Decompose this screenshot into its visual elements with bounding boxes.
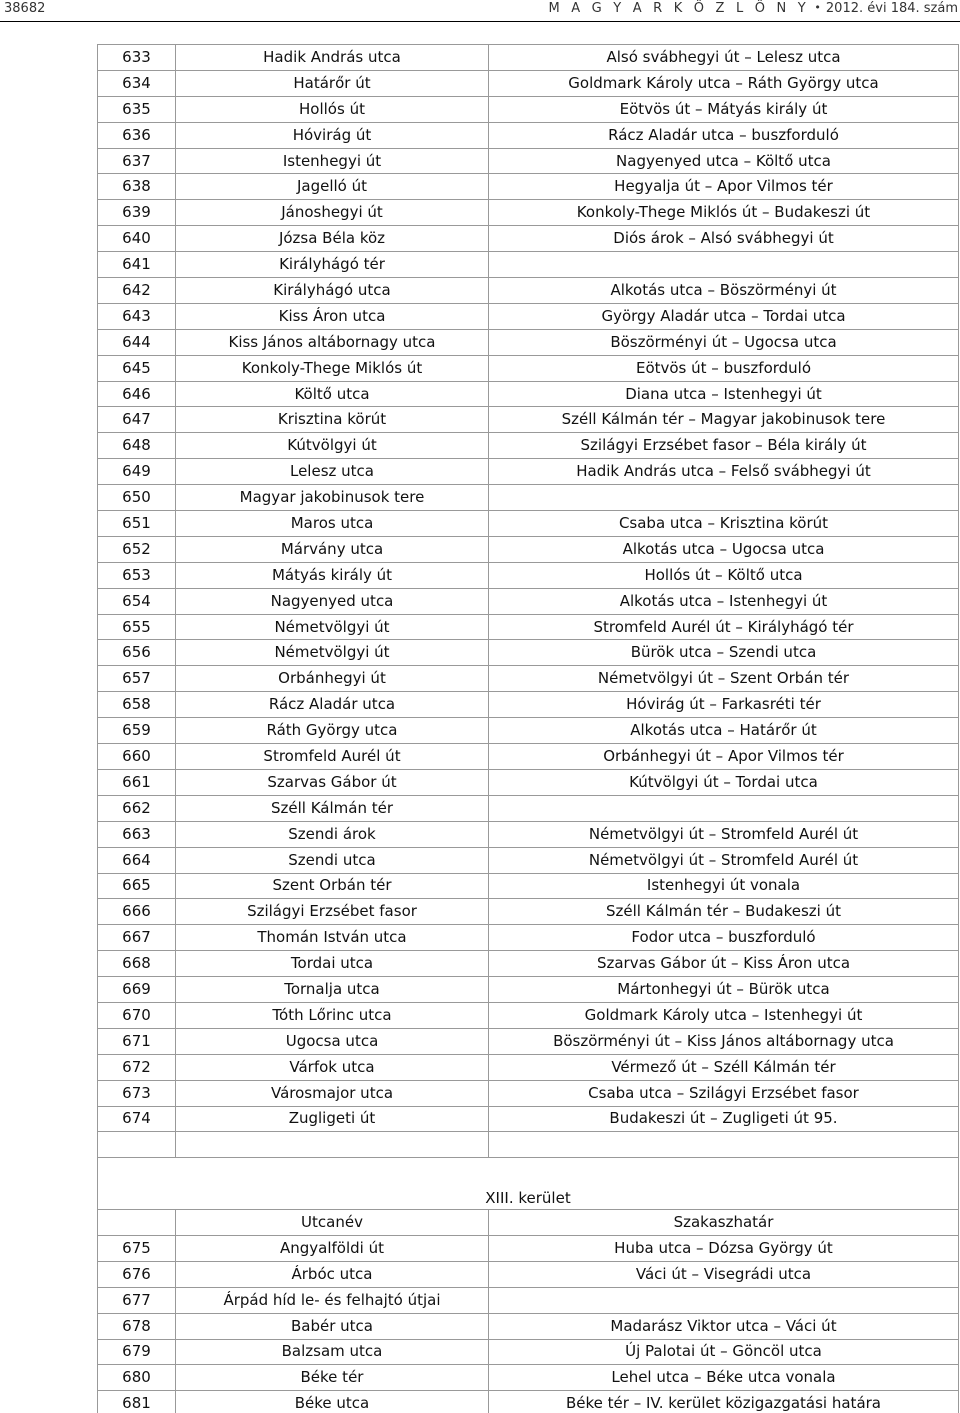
table-row (98, 45, 959, 71)
row-number: 676 (98, 1261, 176, 1287)
section-limits: Szarvas Gábor út – Kiss Áron utca (489, 951, 959, 977)
district-section-row (98, 1158, 959, 1210)
street-name: Konkoly-Thege Miklós út (176, 355, 489, 381)
row-number: 643 (98, 303, 176, 329)
row-number: 674 (98, 1106, 176, 1132)
section-limits: Alkotás utca – Ugocsa utca (489, 536, 959, 562)
street-name: Határőr út (176, 70, 489, 96)
table-row (98, 381, 959, 407)
table-row (98, 226, 959, 252)
section-limits: Huba utca – Dózsa György út (489, 1235, 959, 1261)
table-row (98, 407, 959, 433)
row-number: 633 (98, 45, 176, 71)
street-name: Béke utca (176, 1391, 489, 1413)
section-limits: Lehel utca – Béke utca vonala (489, 1365, 959, 1391)
table-row (98, 122, 959, 148)
section-limits: Szilágyi Erzsébet fasor – Béla király út (489, 433, 959, 459)
section-limits: György Aladár utca – Tordai utca (489, 303, 959, 329)
table-row (98, 511, 959, 537)
street-name: Stromfeld Aurél út (176, 744, 489, 770)
section-limits: Eötvös út – Mátyás király út (489, 96, 959, 122)
table-row (98, 1391, 959, 1413)
street-name: Angyalföldi út (176, 1235, 489, 1261)
row-number: 654 (98, 588, 176, 614)
row-number: 659 (98, 718, 176, 744)
street-name: Kiss Áron utca (176, 303, 489, 329)
section-limits: Mártonhegyi út – Bürök utca (489, 977, 959, 1003)
row-number: 641 (98, 252, 176, 278)
section-limits: Fodor utca – buszforduló (489, 925, 959, 951)
table-row (98, 485, 959, 511)
table-row (98, 769, 959, 795)
table-row (98, 1054, 959, 1080)
street-table (97, 44, 959, 1413)
street-name: Józsa Béla köz (176, 226, 489, 252)
row-number: 655 (98, 614, 176, 640)
street-name: Hadik András utca (176, 45, 489, 71)
section-limits: Németvölgyi út – Stromfeld Aurél út (489, 821, 959, 847)
row-number: 673 (98, 1080, 176, 1106)
street-name: Magyar jakobinusok tere (176, 485, 489, 511)
issue-label: 2012. évi 184. szám (825, 1, 958, 16)
section-limits: Széll Kálmán tér – Budakeszi út (489, 899, 959, 925)
street-name: Költő utca (176, 381, 489, 407)
section-limits: Alsó svábhegyi út – Lelesz utca (489, 45, 959, 71)
table-row (98, 200, 959, 226)
section-limits: Új Palotai út – Göncöl utca (489, 1339, 959, 1365)
row-number: 642 (98, 278, 176, 304)
section-limits: Istenhegyi út vonala (489, 873, 959, 899)
street-name: Árpád híd le- és felhajtó útjai (176, 1287, 489, 1313)
section-limits: Béke tér – IV. kerület közigazgatási határa (489, 1391, 959, 1413)
street-name: Jagelló út (176, 174, 489, 200)
street-name: Krisztina körút (176, 407, 489, 433)
table-row (98, 1287, 959, 1313)
table-row (98, 692, 959, 718)
table-row (98, 1365, 959, 1391)
table-row (98, 459, 959, 485)
row-number: 665 (98, 873, 176, 899)
header-number (98, 1210, 176, 1236)
row-number: 648 (98, 433, 176, 459)
section-limits: Alkotás utca – Határőr út (489, 718, 959, 744)
row-number: 635 (98, 96, 176, 122)
street-name: Lelesz utca (176, 459, 489, 485)
section-limits: Vérmező út – Széll Kálmán tér (489, 1054, 959, 1080)
street-name: Maros utca (176, 511, 489, 537)
table-row (98, 1028, 959, 1054)
street-name: Várfok utca (176, 1054, 489, 1080)
section-limits: Orbánhegyi út – Apor Vilmos tér (489, 744, 959, 770)
row-number: 680 (98, 1365, 176, 1391)
section-limits: Diana utca – Istenhegyi út (489, 381, 959, 407)
street-name: Szent Orbán tér (176, 873, 489, 899)
table-row (98, 1235, 959, 1261)
table-row (98, 1080, 959, 1106)
section-limits: Nagyenyed utca – Költő utca (489, 148, 959, 174)
street-name: Királyhágó tér (176, 252, 489, 278)
section-limits: Böszörményi út – Kiss János altábornagy utca (489, 1028, 959, 1054)
street-name: Zugligeti út (176, 1106, 489, 1132)
row-number: 666 (98, 899, 176, 925)
street-name: Szilágyi Erzsébet fasor (176, 899, 489, 925)
page-number: 38682 (4, 1, 46, 16)
row-number: 657 (98, 666, 176, 692)
street-name: Béke tér (176, 1365, 489, 1391)
section-limits: Eötvös út – buszforduló (489, 355, 959, 381)
table-row (98, 303, 959, 329)
table-row (98, 614, 959, 640)
section-limits: Konkoly-Thege Miklós út – Budakeszi út (489, 200, 959, 226)
row-number: 644 (98, 329, 176, 355)
table-row (98, 252, 959, 278)
street-table-body (98, 45, 959, 1413)
street-name: Ráth György utca (176, 718, 489, 744)
row-number: 649 (98, 459, 176, 485)
row-number: 670 (98, 1002, 176, 1028)
journal-title (548, 1, 958, 16)
section-limits (489, 795, 959, 821)
row-number: 638 (98, 174, 176, 200)
row-number: 647 (98, 407, 176, 433)
section-limits: Hegyalja út – Apor Vilmos tér (489, 174, 959, 200)
header-separator: • (814, 1, 821, 14)
section-limits: Alkotás utca – Istenhegyi út (489, 588, 959, 614)
street-name: Szarvas Gábor út (176, 769, 489, 795)
section-limits: Bürök utca – Szendi utca (489, 640, 959, 666)
table-row (98, 977, 959, 1003)
section-limits: Németvölgyi út – Szent Orbán tér (489, 666, 959, 692)
street-name: Kiss János altábornagy utca (176, 329, 489, 355)
section-limits: Csaba utca – Szilágyi Erzsébet fasor (489, 1080, 959, 1106)
street-name: Árbóc utca (176, 1261, 489, 1287)
table-row (98, 795, 959, 821)
table-row (98, 1002, 959, 1028)
street-name: Mátyás király út (176, 562, 489, 588)
section-limits: Csaba utca – Krisztina körút (489, 511, 959, 537)
row-number: 650 (98, 485, 176, 511)
table-row (98, 821, 959, 847)
row-number: 646 (98, 381, 176, 407)
row-number: 656 (98, 640, 176, 666)
street-name: Thomán István utca (176, 925, 489, 951)
section-limits: Németvölgyi út – Stromfeld Aurél út (489, 847, 959, 873)
section-limits: Madarász Viktor utca – Váci út (489, 1313, 959, 1339)
row-number: 636 (98, 122, 176, 148)
empty-cell (98, 1132, 176, 1158)
header-street-name: Utcanév (176, 1210, 489, 1236)
table-row (98, 278, 959, 304)
table-row (98, 873, 959, 899)
row-number: 681 (98, 1391, 176, 1413)
street-name: Márvány utca (176, 536, 489, 562)
row-number: 663 (98, 821, 176, 847)
row-number: 679 (98, 1339, 176, 1365)
table-row (98, 1261, 959, 1287)
street-name: Hollós út (176, 96, 489, 122)
street-name: Orbánhegyi út (176, 666, 489, 692)
section-limits (489, 1287, 959, 1313)
table-row (98, 536, 959, 562)
street-name: Városmajor utca (176, 1080, 489, 1106)
empty-cell (176, 1132, 489, 1158)
table-row (98, 666, 959, 692)
row-number: 662 (98, 795, 176, 821)
section-limits (489, 252, 959, 278)
street-name: Ugocsa utca (176, 1028, 489, 1054)
row-number: 645 (98, 355, 176, 381)
row-number: 661 (98, 769, 176, 795)
table-row (98, 899, 959, 925)
row-number: 664 (98, 847, 176, 873)
row-number: 640 (98, 226, 176, 252)
row-number: 672 (98, 1054, 176, 1080)
section-limits: Budakeszi út – Zugligeti út 95. (489, 1106, 959, 1132)
row-number: 668 (98, 951, 176, 977)
row-number: 669 (98, 977, 176, 1003)
street-name: Széll Kálmán tér (176, 795, 489, 821)
table-row (98, 433, 959, 459)
table-row (98, 355, 959, 381)
street-name: Németvölgyi út (176, 640, 489, 666)
street-name: Szendi utca (176, 847, 489, 873)
table-row (98, 329, 959, 355)
section-limits: Rácz Aladár utca – buszforduló (489, 122, 959, 148)
section-limits: Széll Kálmán tér – Magyar jakobinusok tere (489, 407, 959, 433)
row-number: 677 (98, 1287, 176, 1313)
table-row (98, 148, 959, 174)
row-number: 667 (98, 925, 176, 951)
table-row (98, 1313, 959, 1339)
section-limits: Goldmark Károly utca – Ráth György utca (489, 70, 959, 96)
table-row (98, 847, 959, 873)
row-number: 637 (98, 148, 176, 174)
section-limits (489, 485, 959, 511)
section-limits: Diós árok – Alsó svábhegyi út (489, 226, 959, 252)
street-name: Tóth Lőrinc utca (176, 1002, 489, 1028)
street-name: Balzsam utca (176, 1339, 489, 1365)
journal-name: M A G Y A R K Ö Z L Ö N Y (548, 1, 810, 16)
table-row (98, 640, 959, 666)
page-header (0, 0, 960, 22)
table-row (98, 96, 959, 122)
table-row (98, 1106, 959, 1132)
table-row (98, 1339, 959, 1365)
street-name: Jánoshegyi út (176, 200, 489, 226)
column-header-row (98, 1210, 959, 1236)
section-limits: Hollós út – Költő utca (489, 562, 959, 588)
table-row (98, 588, 959, 614)
row-number: 671 (98, 1028, 176, 1054)
table-row (98, 744, 959, 770)
table-row (98, 718, 959, 744)
section-limits: Hóvirág út – Farkasréti tér (489, 692, 959, 718)
street-name: Hóvirág út (176, 122, 489, 148)
row-number: 653 (98, 562, 176, 588)
street-name: Németvölgyi út (176, 614, 489, 640)
street-name: Babér utca (176, 1313, 489, 1339)
row-number: 651 (98, 511, 176, 537)
table-row (98, 174, 959, 200)
empty-row (98, 1132, 959, 1158)
row-number: 675 (98, 1235, 176, 1261)
table-row (98, 562, 959, 588)
street-name: Kútvölgyi út (176, 433, 489, 459)
street-name: Rácz Aladár utca (176, 692, 489, 718)
row-number: 652 (98, 536, 176, 562)
district-title: XIII. kerület (98, 1158, 959, 1210)
section-limits: Böszörményi út – Ugocsa utca (489, 329, 959, 355)
row-number: 658 (98, 692, 176, 718)
street-name: Tornalja utca (176, 977, 489, 1003)
table-row (98, 70, 959, 96)
table-row (98, 951, 959, 977)
row-number: 660 (98, 744, 176, 770)
street-name: Istenhegyi út (176, 148, 489, 174)
section-limits: Goldmark Károly utca – Istenhegyi út (489, 1002, 959, 1028)
street-name: Tordai utca (176, 951, 489, 977)
empty-cell (489, 1132, 959, 1158)
section-limits: Váci út – Visegrádi utca (489, 1261, 959, 1287)
section-limits: Hadik András utca – Felső svábhegyi út (489, 459, 959, 485)
table-row (98, 925, 959, 951)
row-number: 634 (98, 70, 176, 96)
street-name: Királyhágó utca (176, 278, 489, 304)
street-name: Szendi árok (176, 821, 489, 847)
section-limits: Kútvölgyi út – Tordai utca (489, 769, 959, 795)
row-number: 678 (98, 1313, 176, 1339)
row-number: 639 (98, 200, 176, 226)
street-name: Nagyenyed utca (176, 588, 489, 614)
section-limits: Stromfeld Aurél út – Királyhágó tér (489, 614, 959, 640)
header-section-limits: Szakaszhatár (489, 1210, 959, 1236)
section-limits: Alkotás utca – Böszörményi út (489, 278, 959, 304)
